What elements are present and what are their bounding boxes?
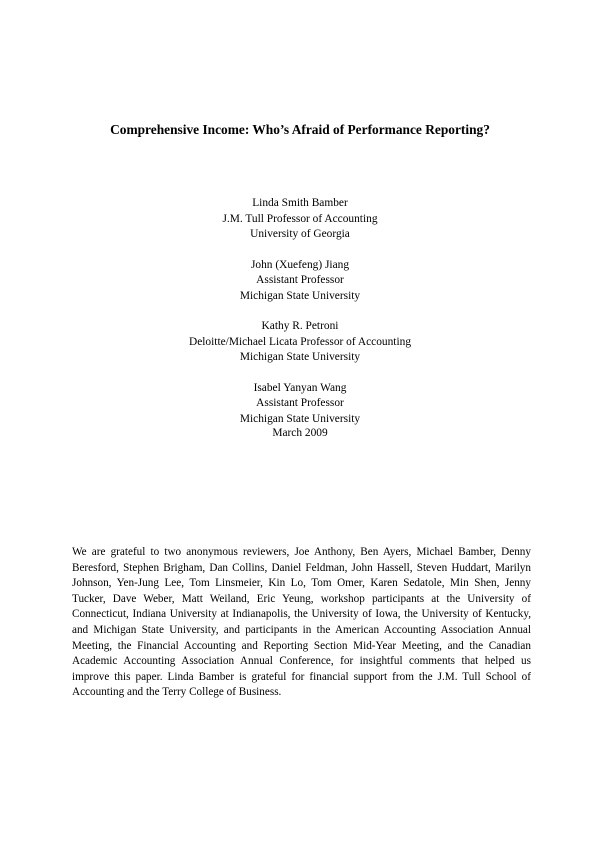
author-affiliation: Michigan State University (239, 289, 361, 302)
author-name: Linda Smith Bamber (252, 197, 348, 209)
author-block (0, 381, 600, 428)
acknowledgment-paragraph: We are grateful to two anonymous reviewers, Joe Anthony, Ben Ayers, Michael Bamber, Denny Beresford, Stephen Brigham, Dan Collins, Daniel Feldman, John Hassell, Steven Huddart, Marilyn Johnson, Yen-Jung Lee, Tom Linsmeier, Kin Lo, Tom Omer, Karen Sedatole, Min Shen, Jenny Tucker, Dave Weber, Matt Weiland, Eric Yeung, workshop participants at the University of Connecticut, Indiana University at Indianapolis, the University of Iowa, the University of Kentucky, and Michigan State University, and participants in the American Accounting Association Annual Meeting, the Financial Accounting and Reporting Section Mid-Year Meeting, and the Canadian Academic Accounting Association Annual Conference, for insightful comments that helped us improve this paper. Linda Bamber is grateful for financial support from the J.M. Tull School of Accounting and the Terry College of Business. (72, 546, 531, 699)
author-name: Kathy R. Petroni (261, 320, 339, 332)
author-position: J.M. Tull Professor of Accounting (222, 212, 378, 225)
paper-title: Comprehensive Income: Who’s Afraid of Performance Reporting? (110, 122, 490, 137)
author-name: John (Xuefeng) Jiang (250, 258, 350, 271)
author-position: Assistant Professor (256, 397, 344, 409)
author-block (0, 319, 600, 366)
author-position: Assistant Professor (256, 274, 344, 286)
publication-date: March 2009 (272, 427, 328, 439)
author-position: Deloitte/Michael Licata Professor of Accounting (188, 335, 412, 348)
author-block (0, 196, 600, 243)
author-name: Isabel Yanyan Wang (253, 381, 347, 394)
author-affiliation: Michigan State University (239, 351, 361, 363)
author-affiliation: Michigan State University (239, 412, 361, 425)
author-block (0, 258, 600, 305)
author-list (0, 196, 600, 442)
author-affiliation: University of Georgia (250, 228, 350, 240)
